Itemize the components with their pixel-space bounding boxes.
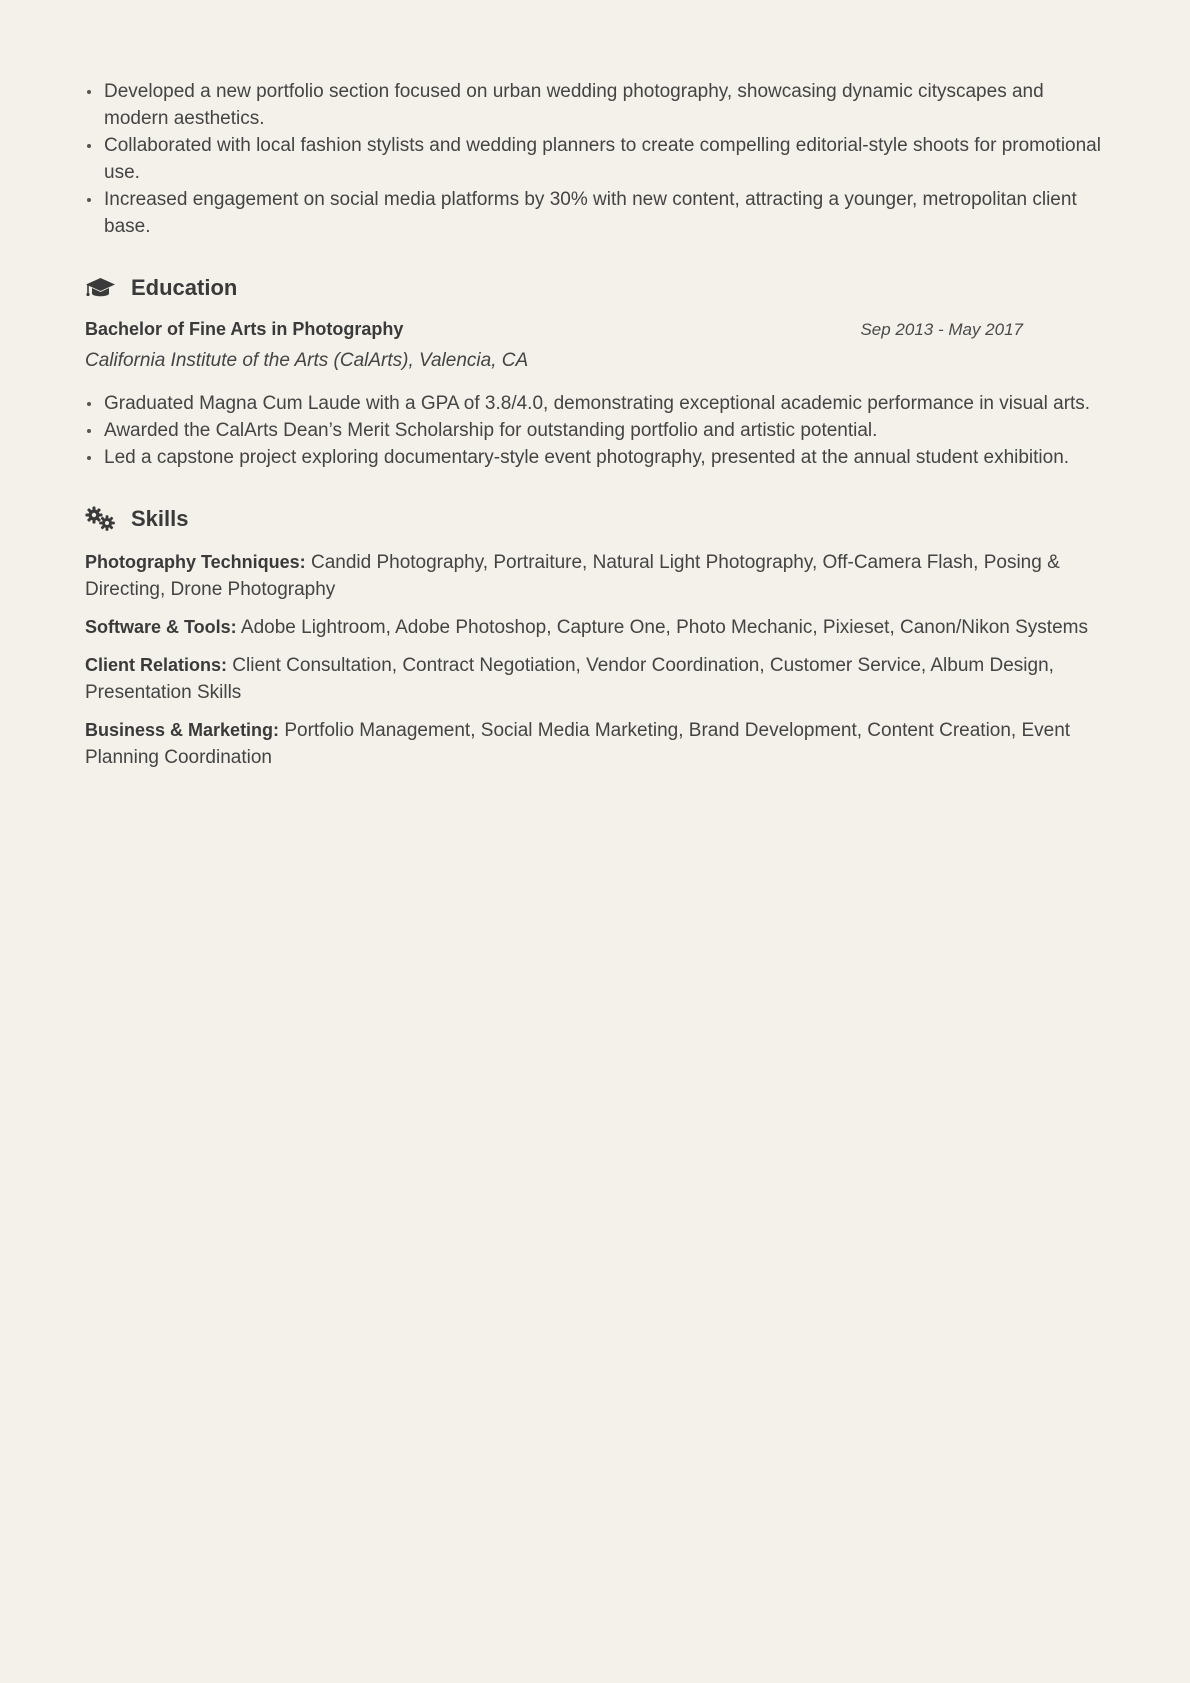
education-entry-header [85, 319, 1023, 340]
list-item: Led a capstone project exploring documentary-style event photography, presented at the annual student exhibition. [85, 444, 1110, 471]
skill-row-business [85, 717, 1110, 771]
list-item: Awarded the CalArts Dean’s Merit Scholarship for outstanding portfolio and artistic potential. [85, 417, 1110, 444]
experience-bullet-list [85, 78, 1110, 240]
school-name: California Institute of the Arts (CalArts), Valencia, CA [85, 350, 529, 371]
education-dates: Sep 2013 - May 2017 [860, 320, 1023, 339]
skills-section-header [85, 501, 1110, 537]
skill-label: Client Relations: [85, 655, 228, 675]
education-bullet-list [85, 390, 1110, 471]
skill-row-client-relations [85, 652, 1110, 706]
list-item: Graduated Magna Cum Laude with a GPA of 3.8/4.0, demonstrating exceptional academic performance in visual arts. [85, 390, 1110, 417]
skill-row-photography [85, 549, 1110, 603]
skill-label: Photography Techniques: [85, 552, 306, 572]
skill-value: Candid Photography, Portraiture, Natural Light Photography, Off-Camera Flash, Posing & Directing, Drone Photography [85, 552, 1060, 600]
skills-heading: Skills [131, 506, 189, 531]
list-item: Developed a new portfolio section focused on urban wedding photography, showcasing dynamic cityscapes and modern aesthetics. [85, 78, 1110, 132]
gears-icon [85, 506, 117, 532]
education-section-header [85, 270, 1110, 306]
list-item: Collaborated with local fashion stylists and wedding planners to create compelling editorial-style shoots for promotional use. [85, 132, 1110, 186]
skill-label: Business & Marketing: [85, 720, 280, 740]
skill-value: Client Consultation, Contract Negotiation, Vendor Coordination, Customer Service, Album Design, Presentation Skills [85, 655, 1054, 703]
skill-value: Adobe Lightroom, Adobe Photoshop, Capture One, Photo Mechanic, Pixieset, Canon/Nikon Systems [240, 617, 1088, 638]
education-heading: Education [131, 275, 238, 300]
degree-title: Bachelor of Fine Arts in Photography [85, 319, 404, 339]
skill-row-software [85, 614, 1110, 641]
list-item: Increased engagement on social media platforms by 30% with new content, attracting a younger, metropolitan client base. [85, 186, 1110, 240]
skill-label: Software & Tools: [85, 617, 237, 637]
graduation-cap-icon [85, 275, 117, 301]
skill-value: Portfolio Management, Social Media Marketing, Brand Development, Content Creation, Event Planning Coordination [85, 720, 1071, 768]
resume-page [85, 78, 1110, 771]
